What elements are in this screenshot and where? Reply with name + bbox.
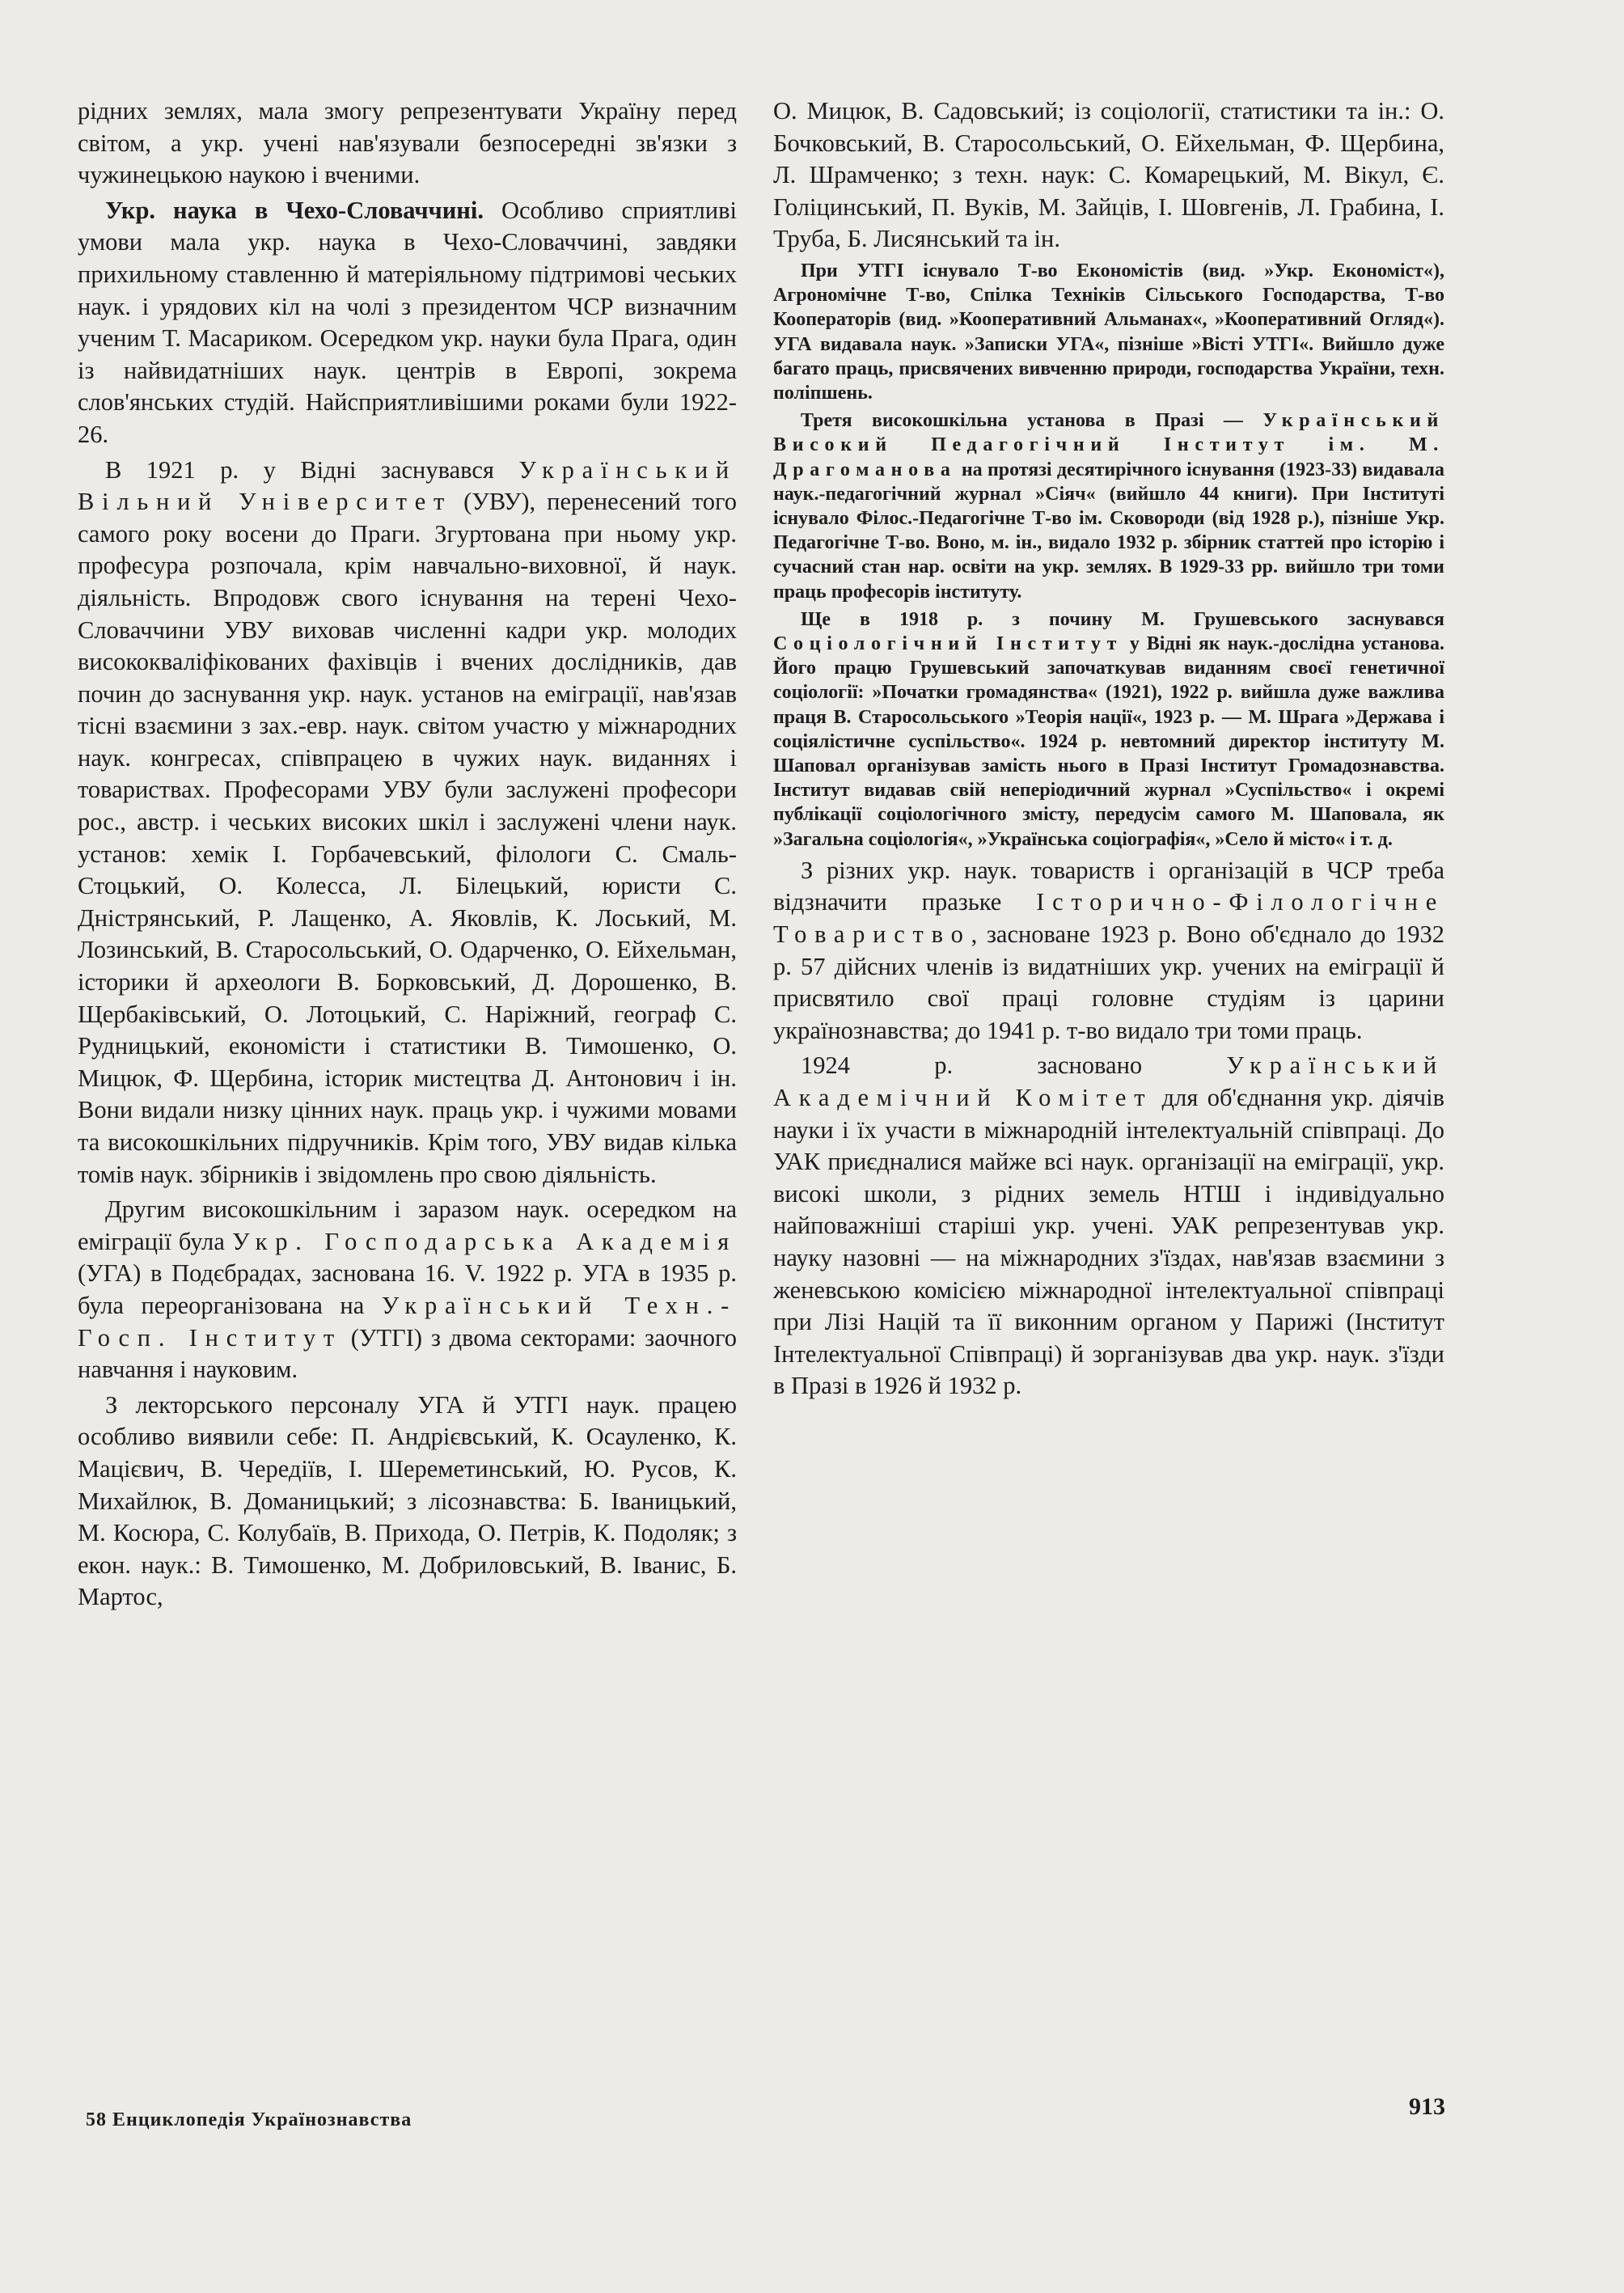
small-paragraph: При УТГІ існувало Т-во Економістів (вид. »Укр. Економіст«), Агрономічне Т-во, Спілка Техніків Сільського Господарства, Т-во Кооператорів (вид. »Кооперативний Альманах«, »Кооперативний Огляд«). УГА видавала наук. »Записки УГА«, пізніше »Вісті УТГІ«. Вийшло дуже багато праць, присвячених вивченню природи, господарства України, техн. поліпшень. — [773, 260, 1444, 404]
paragraph-text: В 1921 р. у Відні заснувався — [105, 455, 519, 484]
emphasized-term: Історично-Філологічне Товариство — [773, 888, 1444, 949]
right-column — [773, 95, 1444, 1402]
emphasized-term: Український Вільний Університет — [78, 455, 737, 516]
small-paragraph — [773, 408, 1444, 604]
paragraph: рідних землях, мала змогу репрезентувати Україну перед світом, а укр. учені нав'язували безпосередні зв'язки з чужинецькою наукою і вченими. — [78, 97, 737, 189]
paragraph: З лекторського персоналу УГА й УТГІ наук. працею особливо виявили себе: П. Андрієвський, К. Осауленко, К. Мацієвич, В. Чередіїв, І. Шереметинський, Ю. Русов, К. Михайлюк, В. Доманицький; з лісознавства: Б. Іваницький, М. Косюра, С. Колубаїв, В. Прихода, О. Петрів, К. Подоляк; з екон. наук.: В. Тимошенко, М. Добриловський, В. Іванис, Б. Мартос, — [78, 1390, 737, 1611]
paragraph-text: у Відні як наук.-дослідна установа. Його працю Грушевський започаткував виданням своєї генетичної соціології: »Початки громадянства« (1921), 1922 р. вийшла дуже важлива праця В. Старосольського »Теорія нації«, 1923 р. — М. Шрага »Держава і соціялістичне суспільство«. 1924 р. невтомний директор інституту М. Шаповал організував замість нього в Празі Інститут Громадознавства. Інститут видавав свій неперіодичний журнал »Суспільство« і окремі публікації соціологічного змісту, передусім самого М. Шаповала, як »Загальна соціологія«, »Українська соціографія«, »Село й місто« і т. д. — [773, 633, 1444, 850]
paragraph-text: (УТГІ) з двома секторами: заочного навчання і науковим. — [78, 1323, 737, 1384]
emphasized-term: Укр. Господарська Академія — [231, 1227, 738, 1255]
paragraph — [78, 455, 737, 1191]
emphasized-term: Український Академічний Комітет — [773, 1051, 1444, 1111]
paragraph — [773, 855, 1444, 1047]
paragraph-text: Особливо сприятливі умови мала укр. наука в Чехо-Словаччині, завдяки прихильному ставленню й матеріяльному підтримові чеських наук. і урядових кіл на чолі з президентом ЧСР визначним ученим Т. Масариком. Осередком укр. науки була Прага, один із найвидатніших наук. центрів в Европі, зокрема слов'янських студій. Найсприятливішими роками були 1922-26. — [78, 196, 737, 448]
emphasized-term: Український Техн.-Госп. Інститут — [78, 1291, 737, 1352]
page-number: 913 — [1409, 2093, 1445, 2120]
paragraph — [78, 1194, 737, 1386]
paragraph-text: , засноване 1923 р. Воно об'єднало до 1932 р. 57 дійсних членів із видатніших укр. учених на еміграції й присвятило свої праці головне студіям із царини українознавства; до 1941 р. т-во видало три томи праць. — [773, 920, 1444, 1044]
paragraph-text: (УВУ), перенесений того самого року восени до Праги. Згуртована при ньому укр. професура розпочала, крім навчально-виховної, й наук. діяльність. Впродовж свого існування на терені Чехо-Словаччини УВУ виховав численні кадри укр. молодих висококваліфікованих фахівців і вчених дослідників, дав почин до заснування укр. наук. установ на еміграції, нав'язав тісні взаємини з зах.-евр. наук. світом участю у міжнародних наук. конгресах, співпрацею в чужих наук. виданнях і товариствах. Професорами УВУ були заслужені професори рос., австр. і чеських високих шкіл і заслужені члени наук. установ: хемік І. Горбачевський, філологи С. Смаль-Стоцький, О. Колесса, Л. Білецький, юристи С. Дністрянський, Р. Лащенко, А. Яковлів, К. Лоський, М. Лозинський, В. Старосольський, О. Одарченко, О. Ейхельман, історики й археологи В. Борковський, Д. Дорошенко, В. Щербаківський, О. Лотоцький, С. Наріжний, географ С. Рудницький, економісти і статистики В. Тимошенко, О. Мицюк, Ф. Щербина, історик мистецтва Д. Антонович і ін. Вони видали низку цінних наук. праць укр. і чужими мовами та високошкільних підручників. Крім того, УВУ видав кілька томів наук. збірників і звідомлень про свою діяльність. — [78, 488, 737, 1188]
paragraph — [78, 195, 737, 451]
paragraph-text: Другим високошкільним і заразом наук. осередком на еміграції була — [78, 1195, 737, 1255]
emphasized-term: Соціологічний Інститут — [773, 633, 1123, 655]
left-column — [78, 95, 737, 1614]
emphasized-term: Український Високий Педагогічний Інститут ім. М. Драгоманова — [773, 410, 1444, 480]
paragraph-text: для об'єднання укр. діячів науки і їх участи в міжнародній інтелектуальній співпраці. До УАК приєдналися майже всі наук. організації на еміграції, укр. високі школи, з рідних земель НТШ і індивідуально найповажніші старіші укр. учені. УАК репрезентував укр. науку назовні — на міжнародних з'їздах, нав'язав взаємини з женевською комісією міжнародної інтелектуальної співпраці при Лізі Націй та її виконним органом у Парижі (Інститут Інтелектуальної Співпраці) й зорганізував два укр. наук. з'їзди в Празі в 1926 й 1932 р. — [773, 1084, 1444, 1400]
footer-signature: 58 Енциклопедія Українознавства — [86, 2109, 412, 2130]
paragraph: О. Мицюк, В. Садовський; із соціології, статистики та ін.: О. Бочковський, В. Старосольський, О. Ейхельман, Ф. Щербина, Л. Шрамченко; з техн. наук: С. Комарецький, М. Вікул, Є. Голіцинський, П. Вуків, М. Зайців, І. Шовгенів, Л. Грабина, І. Труба, Б. Лисянський та ін. — [773, 97, 1444, 253]
paragraph-text: Третя високошкільна установа в Празі — — [801, 410, 1263, 432]
paragraph-text: (УГА) в Подєбрадах, заснована 16. V. 1922 р. УГА в 1935 р. була переорганізована на — [78, 1259, 737, 1319]
paragraph-text: 1924 р. засновано — [801, 1051, 1227, 1080]
paragraph — [773, 1050, 1444, 1402]
paragraph-text: Ще в 1918 р. з почину М. Грушевського заснувався — [801, 608, 1444, 630]
paragraph-text: З різних укр. наук. товариств і організацій в ЧСР треба відзначити празьке — [773, 856, 1444, 916]
section-heading: Укр. наука в Чехо-Словаччині. — [105, 196, 484, 224]
small-paragraph — [773, 607, 1444, 852]
paragraph-text: на протязі десятирічного існування (1923-33) видавала наук.-педагогічний журнал »Сіяч« (вийшло 44 книги). При Інституті існувало Філос.-Педагогічне Т-во ім. Сковороди (від 1928 р.), пізніше Укр. Педагогічне Т-во. Воно, м. ін., видало 1932 р. збірник статтей про історію і сучасний стан нар. освіти на укр. землях. В 1929-33 рр. вийшло три томи праць професорів інституту. — [773, 459, 1444, 603]
